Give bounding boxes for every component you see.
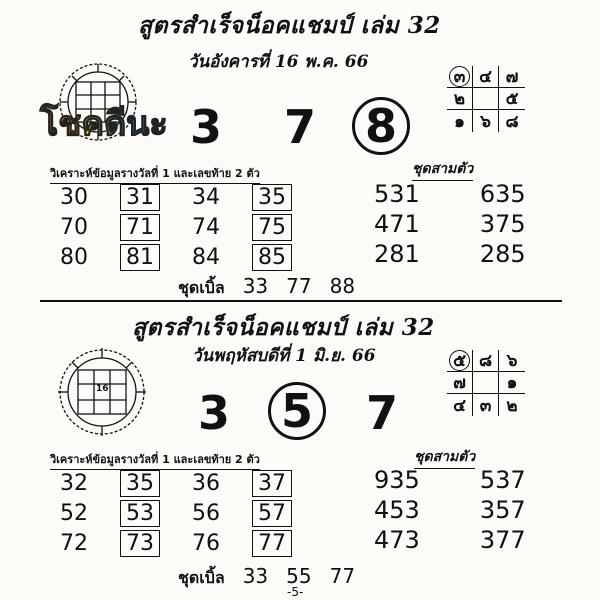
section2-trio-label: ชุดสามตัว (414, 446, 475, 469)
two-digit-cell-boxed: 57 (252, 500, 292, 527)
page-number: -5- (287, 585, 304, 599)
table-row (374, 240, 526, 270)
trio-cell: 471 (374, 210, 420, 238)
section1-big-number-3: 8 (364, 99, 397, 153)
grid-cell: ๓ (447, 66, 473, 88)
table-row (374, 180, 526, 210)
two-digit-cell-boxed: 53 (120, 500, 160, 527)
two-digit-cell-boxed: 35 (252, 184, 292, 211)
section2-doubles (178, 564, 355, 591)
grid-cell: ๑ (499, 372, 525, 394)
section1-analysis-label: วิเคราะห์ข้อมูลรางวัลที่ 1 และเลขท้าย 2 ตัว (50, 164, 260, 184)
table-row (374, 496, 526, 526)
two-digit-cell: 30 (60, 185, 88, 210)
two-digit-cell-boxed: 31 (120, 184, 160, 211)
two-digit-cell-boxed: 35 (120, 470, 160, 497)
section2-date: วันพฤหัสบดีที่ 1 มิ.ย. 66 (192, 346, 376, 366)
section1-big-number-2: 7 (284, 100, 317, 154)
grid-cell: ๖ (473, 110, 499, 132)
section2-double-label: ชุดเบิ้ล (178, 568, 225, 587)
two-digit-cell: 80 (60, 245, 88, 270)
section2-big-number-1: 3 (198, 386, 231, 440)
two-digit-cell: 56 (192, 501, 220, 526)
double-value: 33 (242, 274, 269, 298)
double-value: 55 (286, 564, 312, 588)
table-row (52, 184, 292, 211)
trio-cell: 357 (479, 496, 526, 524)
section2-two-digit-table (52, 470, 292, 557)
two-digit-cell: 70 (60, 215, 88, 240)
two-digit-cell-boxed: 75 (252, 214, 292, 241)
trio-cell: 285 (479, 240, 526, 268)
table-row (52, 470, 292, 497)
grid-cell: ๔ (473, 66, 499, 88)
two-digit-cell: 32 (60, 471, 88, 496)
table-row (52, 530, 292, 557)
double-value: 88 (329, 274, 356, 298)
section2-title: สูตรสำเร็จน็อคแชมป์ เล่ม 32 (132, 314, 435, 341)
grid-cell: ๖ (499, 350, 525, 372)
section1-trio-label: ชุดสามตัว (412, 158, 473, 181)
trio-cell: 531 (374, 180, 420, 208)
two-digit-cell-boxed: 77 (252, 530, 292, 557)
two-digit-cell: 52 (60, 501, 88, 526)
grid-cell: ๗ (447, 372, 473, 394)
section2-analysis-label: วิเคราะห์ข้อมูลรางวัลที่ 1 และเลขท้าย 2 ตัว (50, 450, 260, 470)
grid-cell: ๑ (447, 110, 473, 132)
section1-double-label: ชุดเบิ้ล (178, 278, 225, 297)
trio-cell: 375 (479, 210, 526, 238)
grid-cell: ๗ (499, 66, 525, 88)
section2-big-number-2: 5 (280, 384, 313, 438)
section1-big-number-circle (352, 97, 410, 155)
section1-big-number-1: 3 (190, 100, 223, 154)
table-row (52, 214, 292, 241)
section2-big-number-3: 7 (366, 386, 399, 440)
trio-cell: 453 (374, 496, 420, 524)
double-value: 33 (242, 564, 269, 588)
two-digit-cell-boxed: 37 (252, 470, 292, 497)
two-digit-cell: 36 (192, 471, 220, 496)
grid-cell: ๕ (447, 350, 473, 372)
section1-date: วันอังคารที่ 16 พ.ค. 66 (188, 52, 369, 72)
two-digit-cell: 72 (60, 531, 88, 556)
trio-cell: 377 (479, 526, 526, 554)
grid-cell: ๓ (473, 394, 499, 416)
grid-cell: ๔ (447, 394, 473, 416)
trio-cell: 473 (374, 526, 420, 554)
wheel-center-number: 16 (96, 384, 109, 394)
grid-cell: ๒ (506, 395, 518, 416)
two-digit-cell-boxed: 85 (252, 244, 292, 271)
double-value: 77 (286, 274, 312, 298)
table-row (52, 500, 292, 527)
two-digit-cell: 74 (192, 215, 220, 240)
double-value: 77 (329, 564, 356, 588)
section-divider (40, 300, 562, 302)
two-digit-cell: 34 (192, 185, 220, 210)
grid-cell: ๘ (505, 111, 519, 132)
grid-cell: ๕ (499, 88, 525, 110)
trio-cell: 537 (479, 466, 526, 494)
two-digit-cell-boxed: 71 (120, 214, 160, 241)
two-digit-cell: 84 (192, 245, 220, 270)
trio-cell: 935 (374, 466, 420, 494)
two-digit-cell-boxed: 81 (120, 244, 160, 271)
watermark-text: โชคดีนะ (40, 96, 168, 150)
section2-trio-table (374, 466, 526, 556)
two-digit-cell-boxed: 73 (120, 530, 160, 557)
table-row (374, 210, 526, 240)
section1-digit-grid (447, 66, 525, 132)
section1-two-digit-table (52, 184, 292, 271)
section2-big-number-circle (268, 382, 326, 440)
table-row (374, 466, 526, 496)
table-row (374, 526, 526, 556)
section1-title: สูตรสำเร็จน็อคแชมป์ เล่ม 32 (138, 12, 441, 39)
section1-trio-table (374, 180, 526, 270)
trio-cell: 281 (374, 240, 420, 268)
grid-cell: ๒ (447, 88, 473, 110)
grid-cell: ๘ (473, 350, 499, 372)
section2-digit-grid (447, 350, 525, 416)
table-row (52, 244, 292, 271)
section1-doubles (178, 274, 355, 301)
two-digit-cell: 76 (192, 531, 220, 556)
trio-cell: 635 (479, 180, 526, 208)
